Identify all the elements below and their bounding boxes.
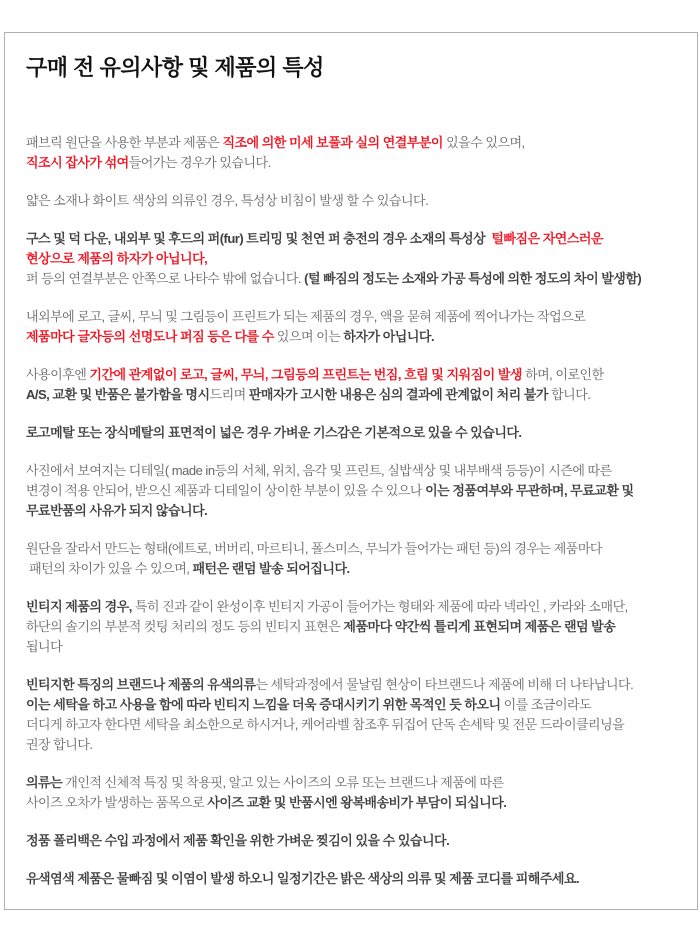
text-run: 퍼 등의 연결부분은 안쪽으로 나타수 밖에 없습니다. [26,271,305,286]
text-run: 하단의 솔기의 부분적 컷팅 처리의 정도 등의 빈티지 표현은 [26,619,344,634]
notice-paragraph [26,191,677,211]
text-run: 특히 진과 같이 완성이후 빈티지 가공이 들어가는 형태와 제품에 따라 넥라인 , 카라와 소매단, [131,599,628,614]
text-run: 권장 합니다. [26,737,93,752]
text-run: 사이즈 교환 및 반품시엔 왕복배송비가 부담이 되십니다. [207,795,507,810]
text-run: 빈티지한 특징의 브랜드나 제품의 유색의류 [26,677,256,692]
text-run: 패브릭 원단을 사용한 부분과 제품은 [26,135,223,150]
text-run: 내외부에 로고, 글씨, 무늬 및 그림등이 프린트가 되는 제품의 경우, 액을 묻혀 제품에 찍어나가는 작업으로 [26,309,586,324]
text-run: 변경이 적용 안되어, 받으신 제품과 디테일이 상이한 부분이 있을 수 있으나 [26,483,426,498]
text-run: 있으며 이는 [273,329,344,344]
text-run: 기간에 관계없이 로고, 글씨, 무늬, 그림등의 프린트는 번짐, 흐림 및 지워짐이 발생 [89,367,522,382]
text-run: 무료반품의 사유가 되지 않습니다. [26,503,208,518]
text-run: 합니다. [547,387,591,402]
notice-paragraph [26,133,677,173]
notice-panel [4,32,698,910]
text-run: 현상으로 제품의 하자가 아닙니다, [26,251,208,266]
text-run: 있을수 있으며, [442,135,525,150]
text-run: 의류는 [26,775,63,790]
page-title: 구매 전 유의사항 및 제품의 특성 [26,55,324,80]
text-run: 빈티지 제품의 경우, [26,599,132,614]
text-run: 개인적 신체적 특징 및 착용핏, 알고 있는 사이즈의 오류 또는 브랜드나 제품에 따른 [62,775,504,790]
notice-paragraph [26,229,677,289]
text-run: 제품마다 약간씩 틀리게 표현되며 제품은 랜덤 발송 [343,619,616,634]
text-run: 하자가 아닙니다. [343,329,435,344]
text-run: 이를 조금이라도 [500,697,592,712]
text-run: 사이즈 오차가 발생하는 품목으로 [26,795,208,810]
notice-paragraph [26,597,677,657]
text-run: 제품마다 글자등의 선명도나 퍼짐 등은 다를 수 [26,329,274,344]
text-run: 유색염색 제품은 물빠짐 및 이염이 발생 하오니 일정기간은 밝은 색상의 의류 및 제품 코디를 피해주세요. [26,871,580,886]
text-run: 로고메탈 또는 장식메탈의 표면적이 넓은 경우 가벼운 기스감은 기본적으로 있을 수 있습니다. [26,425,522,440]
text-run: 더디게 하고자 한다면 세탁을 최소한으로 하시거나, 케어라벨 참조후 뒤집어 단독 손세탁 및 전문 드라이클리닝을 [26,717,625,732]
text-run: 직조에 의한 미세 보풀과 실의 연결부분이 [222,135,443,150]
notice-paragraph [26,307,677,347]
text-run: (털 빠짐의 정도는 소재와 가공 특성에 의한 정도의 차이 발생함) [304,271,642,286]
text-run: A/S, 교환 및 반품은 불가함을 명시 [26,387,210,402]
text-run: 구스 및 덕 다운, 내외부 및 후드의 퍼(fur) 트리밍 및 천연 퍼 충전의 경우 소재의 특성상 [26,231,492,246]
text-run: 들어가는 경우가 있습니다. [128,155,271,170]
text-run: 패턴의 차이가 있을 수 있으며, [26,561,193,576]
notice-paragraph [26,675,677,755]
text-run: 드리며 [209,387,249,402]
notice-paragraph [26,365,677,405]
notice-paragraph [26,539,677,579]
notice-paragraph [26,461,677,521]
text-run: 하며, 이로인한 [521,367,604,382]
text-run: 직조시 잡사가 섞여 [26,155,129,170]
text-run: 털빠짐은 자연스러운 [491,231,603,246]
notice-paragraph [26,423,677,443]
text-run: 이는 정품여부와 무관하며, 무료교환 및 [425,483,634,498]
text-run: 는 세탁과정에서 물날림 현상이 타브랜드나 제품에 비해 더 나타납니다. [255,677,634,692]
text-run: 원단을 잘라서 만드는 형태(에트로, 버버리, 마르티니, 폴스미스, 무늬가 들어가는 패턴 등)의 경우는 제품마다 [26,541,602,556]
text-run: 정품 폴리백은 수입 과정에서 제품 확인을 위한 가벼운 찢김이 있을 수 있습니다. [26,833,450,848]
text-run: 얇은 소재나 화이트 색상의 의류인 경우, 특성상 비침이 발생 할 수 있습니다. [26,193,429,208]
notice-paragraph [26,831,677,851]
text-run: 됩니다 [26,639,63,654]
notice-paragraph [26,773,677,813]
notice-paragraph [26,869,677,889]
text-run: 패턴은 랜덤 발송 되어집니다. [192,561,350,576]
notice-body [26,133,677,889]
text-run: 이는 세탁을 하고 사용을 함에 따라 빈티지 느낌을 더욱 증대시키기 위한 목적인 듯 하오니 [26,697,501,712]
text-run: 사진에서 보여지는 디테일( made in등의 서체, 위치, 음각 및 프린트, 실밥색상 및 내부배색 등등)이 시즌에 따른 [26,463,612,478]
text-run: 사용이후엔 [26,367,90,382]
text-run: 판매자가 고시한 내용은 심의 결과에 관계없이 처리 불가 [248,387,548,402]
